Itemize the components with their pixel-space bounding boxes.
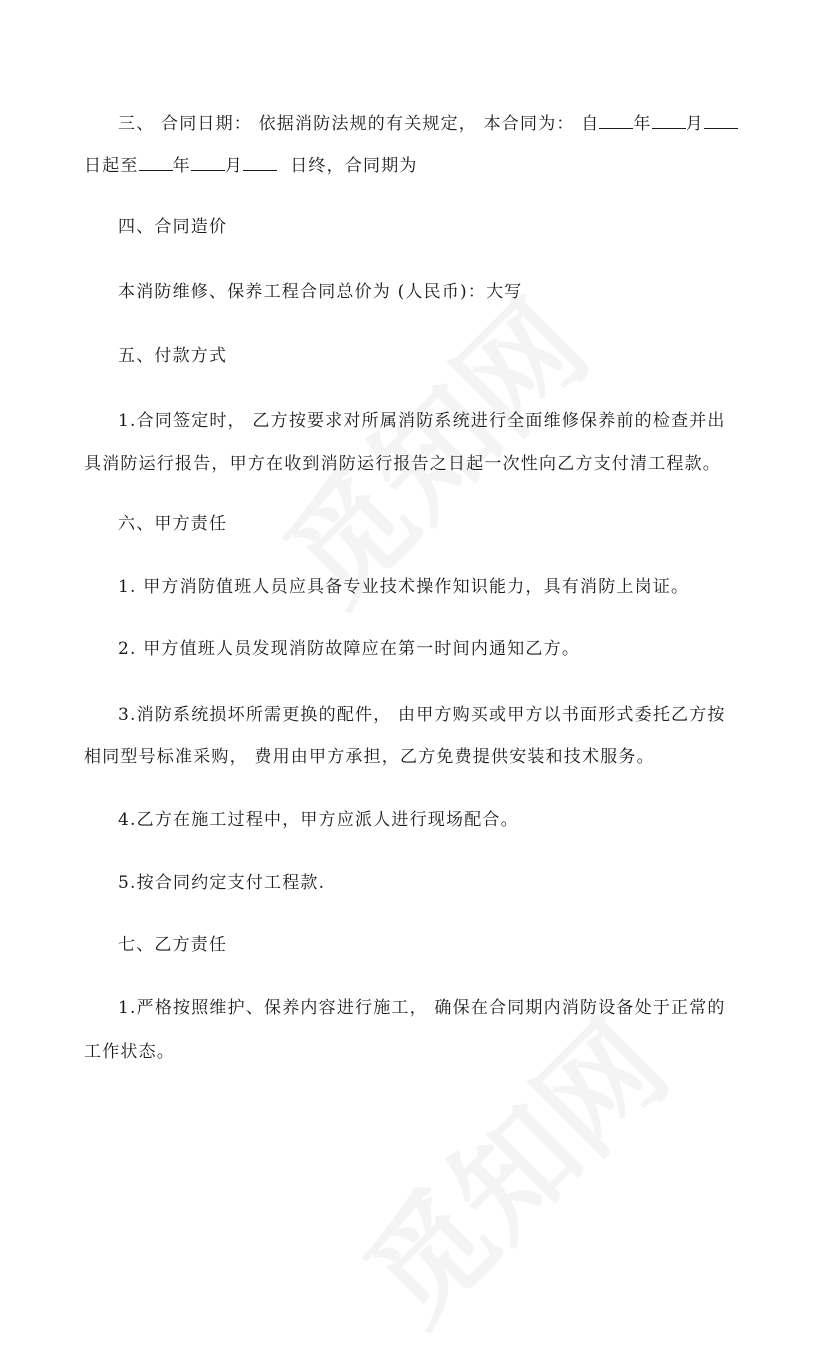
watermark-bottom — [322, 978, 698, 1354]
end-month-label: 月 — [224, 156, 244, 176]
section-6-item-5: 5.按合同约定支付工程款. — [118, 873, 326, 893]
blank-end-day — [243, 154, 277, 171]
section-4-heading: 四、合同造价 — [118, 217, 228, 237]
section-6-item-1: 1. 甲方消防值班人员应具备专业技术操作知识能力，具有消防上岗证。 — [118, 577, 690, 597]
section-7-item-1-line-1: 1.严格按照维护、保养内容进行施工， 确保在合同期内消防设备处于正常的 — [118, 998, 726, 1018]
section-3-line-2 — [84, 154, 418, 178]
section-3-line-1 — [118, 112, 738, 136]
section-7-item-1-line-2: 工作状态。 — [84, 1042, 175, 1062]
month-label: 月 — [685, 114, 704, 134]
section-5-heading: 五、付款方式 — [118, 346, 228, 366]
section-6-item-3-line-2: 相同型号标准采购， 费用由甲方承担，乙方免费提供安装和技术服务。 — [84, 747, 655, 767]
end-year-label: 年 — [172, 156, 191, 176]
section-6-item-2: 2. 甲方值班人员发现消防故障应在第一时间内通知乙方。 — [118, 639, 581, 659]
section-6-item-3-line-1: 3.消防系统损坏所需更换的配件， 由甲方购买或甲方以书面形式委托乙方按 — [118, 705, 726, 725]
year-label: 年 — [633, 114, 652, 134]
section-6-item-4: 4.乙方在施工过程中，甲方应派人进行现场配合。 — [118, 810, 519, 830]
blank-end-year — [139, 154, 173, 171]
term-label: 日终，合同期为 — [290, 156, 418, 176]
blank-day — [704, 112, 738, 129]
section-7-heading: 七、乙方责任 — [118, 935, 228, 955]
blank-year — [599, 112, 633, 129]
section-5-item-1-line-1: 1.合同签定时， 乙方按要求对所属消防系统进行全面维修保养前的检查并出 — [118, 411, 726, 431]
blank-month — [652, 112, 686, 129]
section-5-item-1-line-2: 具消防运行报告，甲方在收到消防运行报告之日起一次性向乙方支付清工程款。 — [84, 454, 721, 474]
blank-end-month — [191, 154, 225, 171]
section-4-body: 本消防维修、保养工程合同总价为 (人民币)：大写 — [118, 282, 523, 302]
section-6-heading: 六、甲方责任 — [118, 514, 228, 534]
section-3-intro: 三、 合同日期： 依据消防法规的有关规定， 本合同为： 自 — [118, 114, 600, 134]
day-from-label: 日起至 — [84, 156, 139, 176]
